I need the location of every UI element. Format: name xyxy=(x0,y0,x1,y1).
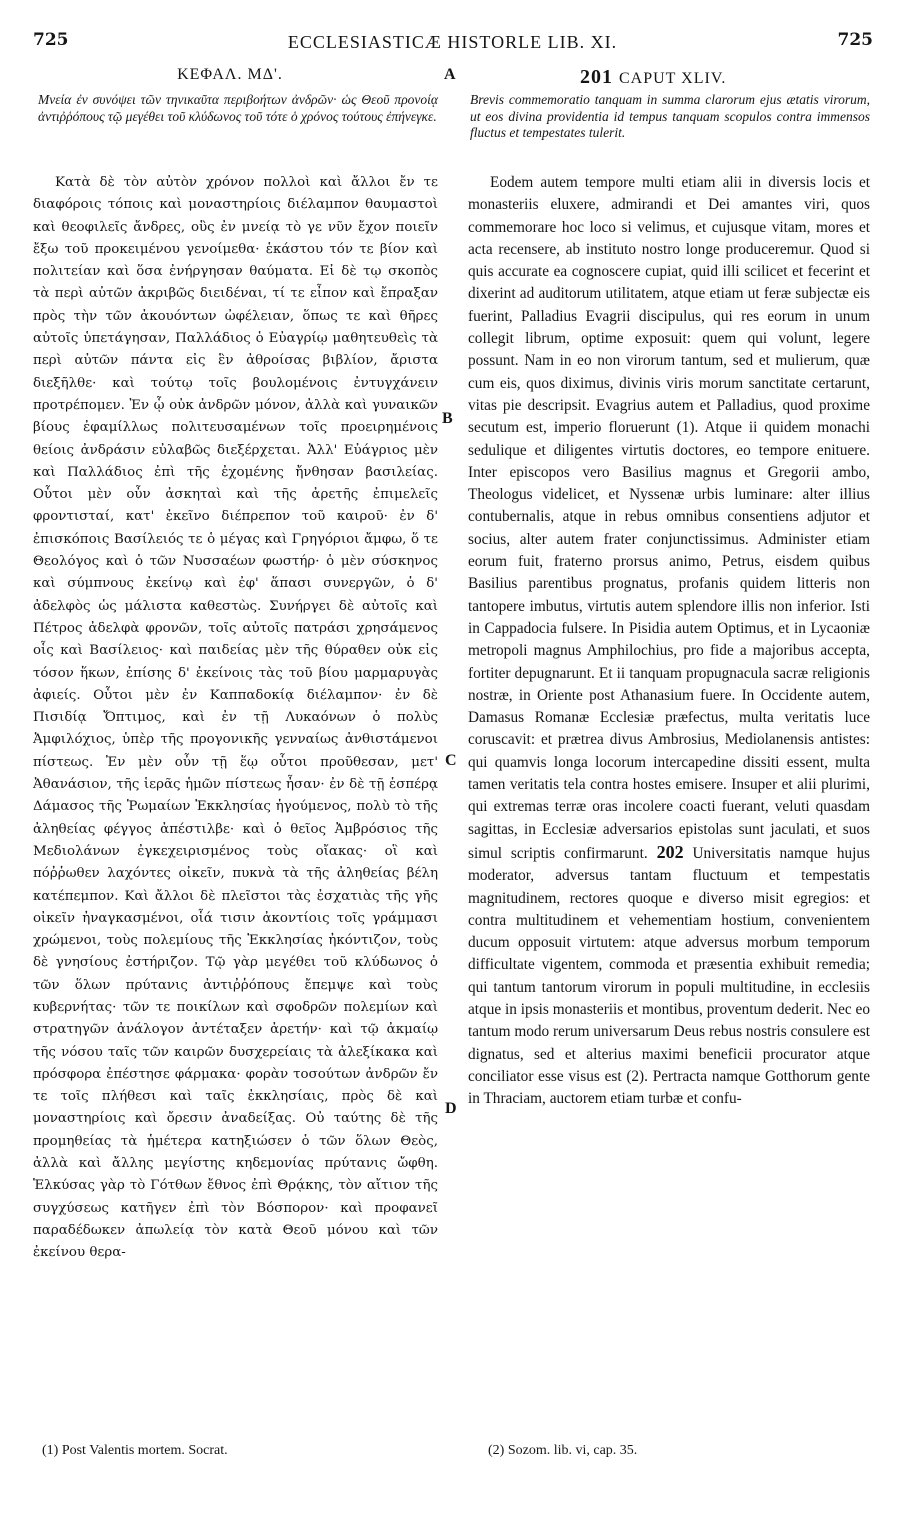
greek-chapter-heading: ΚΕΦΑΛ. ΜΔ'. xyxy=(177,66,283,83)
latin-body xyxy=(468,172,870,1110)
margin-letter-d: D xyxy=(445,1100,457,1117)
margin-letter-c: C xyxy=(445,752,457,769)
latin-footnote: (2) Sozom. lib. vi, cap. 35. xyxy=(488,1443,638,1458)
greek-footnote: (1) Post Valentis mortem. Socrat. xyxy=(42,1443,228,1458)
chapter-number: 201 xyxy=(580,66,613,88)
page-number-right: 725 xyxy=(837,30,873,50)
greek-body: Κατὰ δὲ τὸν αὐτὸν χρόνον πολλοὶ καὶ ἄλλοι ἔν τε διαφόροις τόποις καὶ μοναστηρίοις διέλαμπον θαυμαστοὶ καὶ θεοφιλεῖς ἄνδρες, οὓς ἐν μνείᾳ τὸ γε νῦν ἔχον ποιεῖν ἔξω τοῦ προκειμένου γενοίμεθα· ἑκάστου τόν τε βίον καὶ πολιτείαν καὶ ὅσα ἐνήργησαν θαύματα. Εἰ δὲ τῳ σκοπὸς τὰ περὶ αὐτῶν ἀκριβῶς διειδέναι, τί τε εἶπον καὶ ἔπραξαν πρὸς τὴν τῶν ἀκουόντων ὠφέλειαν, ὅπως τε καὶ θῆρες αὐτοῖς ὑπετάγησαν, Παλλάδιος ὁ Εὐαγρίῳ μαθητευθεὶς τὰ περὶ αὐτῶν πάντα εἰς ἓν ἀθροίσας βιβλίον, ἄριστα διεξῆλθε· καὶ τούτῳ τοῖς βουλομένοις ἐντυγχάνειν προτρέπομεν. Ἐν ᾧ οὐκ ἀνδρῶν μόνον, ἀλλὰ καὶ γυναικῶν βίους ἐφαμίλλως πολιτευσαμένων τοῖς προειρημένοις θείοις ἀνδράσιν εὐλαβῶς διεξέρχεται. Ἀλλ' Εὐάγριος μὲν καὶ Παλλάδιος ἐπὶ τῆς ἐχομένης ἤνθησαν βασιλείας. Οὗτοι μὲν οὖν ἀσκηταὶ καὶ τῆς ἀρετῆς ἐπιμελεῖς φροντισταί, κατ' ἐκεῖνο διέπρεπον τοῦ καιροῦ· ἐν δ' ἐπισκόποις Βασίλειός τε ὁ μέγας καὶ Γρηγόριοι ἄμφω, ὅ τε Θεολόγος καὶ ὁ τῶν Νυσσαέων φωστήρ· ὁ μὲν σύσκηνος καὶ σύμπνους ἐκείνῳ καὶ ἐφ' ἅπασι συνεργῶν, ὁ δ' ἀδελφὸς ὡς μάλιστα καθεστὼς. Συνήργει δὲ αὐτοῖς καὶ Πέτρος ἀδελφὰ φρονῶν, τοῖς αὐτοῖς πατράσι χρησάμενος οἷς καὶ Βασίλειος· καὶ παιδείας μὲν τῆς θύραθεν οὐκ εἰς τόσον ἥκων, ἐπίσης δ' ἐκείνοις τὰς τοῦ βίου μαρμαρυγὰς ἀφιείς. Οὗτοι μὲν ἐν Καππαδοκίᾳ διέλαμπον· ἐν δὲ Πισιδίᾳ Ὄπτιμος, καὶ ἐν τῇ Λυκαόνων ὁ πολὺς Ἀμφιλόχιος, ὑπὲρ τῆς προγονικῆς γενναίως ἀνθιστάμενοι πίστεως. Ἐν μὲν οὖν τῇ ἕῳ οὗτοι προῦθεσαν, μετ' Ἀθανάσιον, τῆς ἱερᾶς ἡμῶν πίστεως ἦσαν· ἐν δὲ τῇ ἑσπέρᾳ Δάμασος τῆς Ῥωμαίων Ἐκκλησίας ἡγούμενος, πολὺ τὸ τῆς ἀληθείας φέγγος ἀπέστιλβε· καὶ ὁ θεῖος Ἀμβρόσιος τῆς Μεδιολάνων ἐγκεχειρισμένος τοὺς οἴακας· οἳ καὶ πόῤῥωθεν λαχόντες οἰκεῖν, πυκνὰ τὰ τῆς ἀληθείας βέλη κατέπεμπον. Καὶ ἄλλοι δὲ πλεῖστοι τὰς ἐσχατιὰς τῆς γῆς οἰκεῖν ἠναγκασμένοι, οἷά τισιν ἀκοντίοις τοῖς γράμμασι χρώμενοι, τοὺς πολεμίους τῆς Ἐκκλησίας ἠκόντιζον, τοὺς δὲ γνησίους ἐστήριζον. Τῷ γὰρ μεγέθει τοῦ κλύδωνος ὁ τῶν ὅλων πρύτανις ἀντιῤῥόπους ἔπεμψε καὶ τοὺς κυβερνήτας· τῶν τε ποικίλων καὶ σφοδρῶν πολεμίων καὶ στρατηγῶν ἀνάλογον ἀντέταξεν ἀρετήν· καὶ τῷ ἀκμαίῳ τῆς νόσου ταῖς τῶν καιρῶν δυσχερείαις τὰ ἀλεξίκακα καὶ πρόσφορα ἐπέστησε φάρμακα· φορὰν τοσούτων ἀνδρῶν ἔν τε τοῖς πλήθεσι καὶ ταῖς ἐκκλησίαις, πρὸς δὲ καὶ μοναστηρίοις καὶ ὄρεσιν ἀναδείξας. Οὐ ταύτης δὲ τῆς προμηθείας τὰ ἡμέτερα κατηξιώσεν ὁ τῶν ὅλων Θεὸς, ἀλλὰ καὶ ἄλλης μεγίστης κηδεμονίας πρύτανις ὤφθη. Ἑλκύσας γὰρ τὸ Γότθων ἔθνος ἐπὶ Θρᾴκης, τὸν αἴτιον τῆς συγχύσεως κατῆγεν ἐπὶ τὸν Βόσπορον· καὶ προφανεῖ παραδέδωκεν ἀπωλείᾳ τὸν κατὰ Θεοῦ μόνου καὶ τῶν ἐκείνου θερα- xyxy=(33,175,438,1261)
latin-chapter-title: CAPUT XLIV. xyxy=(619,70,727,87)
latin-body-part-1: Eodem autem tempore multi etiam alii in diversis locis et monasteriis eluxere, admirandi et Dei amantes viri, quos commemorare hoc loco si velimus, et cujusque vitam, mores et acta recensere, ab instituto nostro longe produceremur. Quod si quis accurate ea cognoscere cupiat, quid illi scilicet et fecerint et dixerint ad auditorum utilitatem, atque etiam ut feræ subjectæ eis fuerint, Palladius Evagrii discipulus, qui res eorum in unum collegit librum, optime exposuit: quem qui volunt, legere possunt. Nam in eo non virorum tantum, sed et mulierum, quæ cum eis, quos diximus, divinis viris morum sanctitate certarunt, vitas pie descripsit. Evagrius autem et Palladius, quod proxime secutum est, imperio floruerunt (1). Atque ii quidem monachi sedulique et diligentes virtutis doctores, eo tempore enituere. Inter episcopos vero Basilius magnus et Gregorii ambo, Theologus videlicet, et Nyssenæ urbis luminare: alter illius contubernalis, atque in rebus omnibus consentiens adjutor et socius, alter autem frater conjunctissimus. Administer etiam eorum fuit, fraterno prorsus animo, Petrus, eisdem quibus Basilius parentibus prognatus, profanis quidem litteris non tantopere imbutus, virtutis autem splendore illis non inferior. Isti in Cappadocia fulsere. In Pisidia autem Optimus, et in Lycaoniæ metropoli magnus Amphilochius, pro fide a majoribus accepta, fortiter depugnarunt. Et ii tanquam propugnacula sacræ religionis nostræ, in Oriente post Athanasium fuere. In Occidente autem, Damasus Romanæ Ecclesiæ præfectus, multa veritatis luce coruscavit: et prætrea divus Ambrosius, Mediolanensis antistes: qui quamvis longa locorum intercapedine dissiti essent, multa tamen veritatis tela contra hostes emisere. Insuper et alii plurimi, qui extremas terræ oras incolere coacti fuerant, veluti quasdam sagittas, in Ecclesiæ adversarios epistolas sunt jaculati, et suos simul scriptis confirmarunt. xyxy=(468,174,870,862)
greek-summary: Μνεία ἐν συνόψει τῶν τηνικαῦτα περιβοήτων ἀνδρῶν· ὡς Θεοῦ προνοίᾳ ἀντιῤῥόπους τῷ μεγέθει τοῦ κλύδωνος τοῦ τότε ὁ χρόνος τούτους ἐπήνεγκε. xyxy=(38,92,438,124)
running-title: ECCLESIASTICÆ HISTORLE LIB. XI. xyxy=(287,32,618,52)
latin-summary: Brevis commemoratio tanquam in summa clarorum ejus ætatis virorum, ut eos divina providentia id tempus tanquam scopulos contra immensos fluctus et tempestates tulerit. xyxy=(470,92,870,140)
page-number-left: 725 xyxy=(33,30,69,50)
greek-column xyxy=(33,172,438,1265)
section-number-202: 202 xyxy=(656,841,684,862)
latin-chapter-heading xyxy=(580,66,726,89)
latin-body-part-2: Universitatis namque hujus moderator, adversus tantam fluctuum et tempestatis magnitudinem, rectores quoque e diverso misit egregios: et contra multitudinem et vehementiam hostium, convenientem ducum opposuit virtutem: atque adversus morbum temporum difficultate vigentem, commoda et præsentia exhibuit remedia; qui tantum tantorum virorum in populi multitudine, in ecclesiis atque in ipsis monasteriis et montibus, proventum dederit. Nec eo tantum modo rerum universarum Deus rebus nostris consulere est dignatus, sed et alterius maximi beneficii procurator atque conciliator esse visus est (2). Pertracta namque Gotthorum gente in Thraciam, auctorem etiam turbæ et confu- xyxy=(468,844,871,1108)
margin-letter-b: B xyxy=(442,410,453,427)
margin-letter-a: A xyxy=(444,66,456,83)
latin-column xyxy=(468,172,870,1110)
